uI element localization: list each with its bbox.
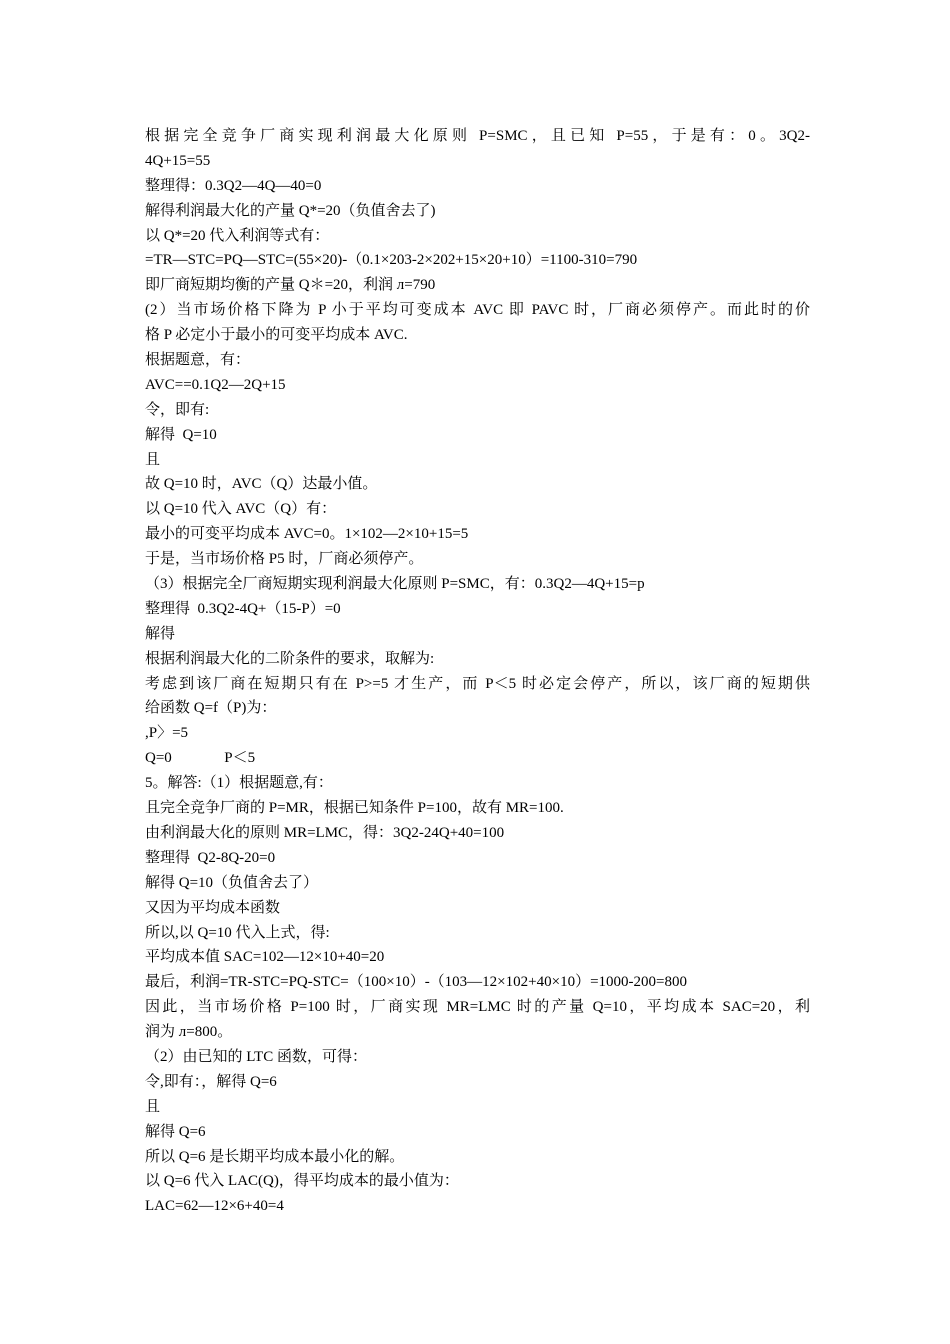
text-line: 故 Q=10 时，AVC（Q）达最小值。 (145, 476, 378, 493)
text-line: （2）由已知的 LTC 函数，可得： (145, 1048, 367, 1065)
text-line: 解得利润最大化的产量 Q*=20（负值舍去了) (145, 202, 436, 219)
document-page (145, 124, 810, 1219)
text-line: 以 Q=10 代入 AVC（Q）有： (145, 501, 337, 518)
text-line: 根据完全竞争厂商实现利润最大化原则 P=SMC，且已知 P=55，于是有：0。3Q2- (145, 128, 810, 144)
text-line: 且 (145, 451, 161, 468)
text-line: LAC=62—12×6+40=4 (145, 1198, 284, 1215)
text-line: 且完全竞争厂商的 P=MR，根据已知条件 P=100，故有 MR=100. (145, 800, 564, 817)
text-line: 整理得：0.3Q2—4Q—40=0 (145, 177, 322, 194)
text-line: 因此，当市场价格 P=100 时，厂商实现 MR=LMC 时的产量 Q=10，平均成本 SAC=20，利 (145, 999, 810, 1016)
text-line: 于是，当市场价格 P5 时，厂商必须停产。 (145, 551, 424, 568)
text-line: 解得 Q=6 (145, 1123, 206, 1140)
text-line: ,P〉=5 (145, 725, 189, 742)
text-line: 润为 л=800。 (145, 1024, 233, 1041)
text-line: 整理得 Q2-8Q-20=0 (145, 849, 276, 866)
text-line: 所以 Q=6 是长期平均成本最小化的解。 (145, 1148, 405, 1165)
text-line: 解得 (145, 625, 176, 642)
text-line: 所以,以 Q=10 代入上式，得: (145, 924, 330, 941)
text-line: 格 P 必定小于最小的可变平均成本 AVC. (145, 327, 408, 344)
text-line: 4Q+15=55 (145, 152, 211, 169)
text-line: 最小的可变平均成本 AVC=0。1×102—2×10+15=5 (145, 526, 469, 543)
text-line: 最后，利润=TR-STC=PQ-STC=（100×10）-（103—12×102+40×10）=1000-200=800 (145, 974, 687, 991)
text-line: (2）当市场价格下降为 P 小于平均可变成本 AVC 即 PAVC 时，厂商必须停产。而此时的价 (145, 302, 810, 319)
text-line: （3）根据完全厂商短期实现利润最大化原则 P=SMC，有：0.3Q2—4Q+15=p (145, 576, 645, 593)
text-line: 5。解答:（1）根据题意,有： (145, 775, 333, 792)
text-line: 平均成本值 SAC=102—12×10+40=20 (145, 949, 385, 966)
text-line: Q=0 P＜5 (145, 750, 256, 767)
text-line: 令,即有：，解得 Q=6 (145, 1073, 277, 1090)
text-line: 即厂商短期均衡的产量 Q＊=20，利润 л=790 (145, 277, 436, 294)
text-line: 给函数 Q=f（P)为： (145, 700, 277, 717)
text-line: 且 (145, 1098, 161, 1115)
text-line: 又因为平均成本函数 (145, 899, 281, 916)
text-line: 解得 Q=10 (145, 426, 217, 443)
text-line: 根据利润最大化的二阶条件的要求，取解为: (145, 650, 435, 667)
text-line: 根据题意，有： (145, 352, 251, 369)
text-line: 以 Q*=20 代入利润等式有： (145, 227, 330, 244)
text-line: 解得 Q=10（负值舍去了） (145, 874, 319, 891)
text-line: AVC==0.1Q2—2Q+15 (145, 376, 286, 393)
text-line: 整理得 0.3Q2-4Q+（15-P）=0 (145, 600, 341, 617)
text-line: 由利润最大化的原则 MR=LMC，得：3Q2-24Q+40=100 (145, 824, 505, 841)
text-line: 以 Q=6 代入 LAC(Q)，得平均成本的最小值为： (145, 1173, 459, 1190)
text-line: 考虑到该厂商在短期只有在 P>=5 才生产，而 P＜5 时必定会停产，所以，该厂商的短期供 (145, 675, 810, 692)
text-line: 令，即有: (145, 401, 210, 418)
text-line: =TR—STC=PQ—STC=(55×20)-（0.1×203-2×202+15×20+10）=1100-310=790 (145, 252, 638, 269)
